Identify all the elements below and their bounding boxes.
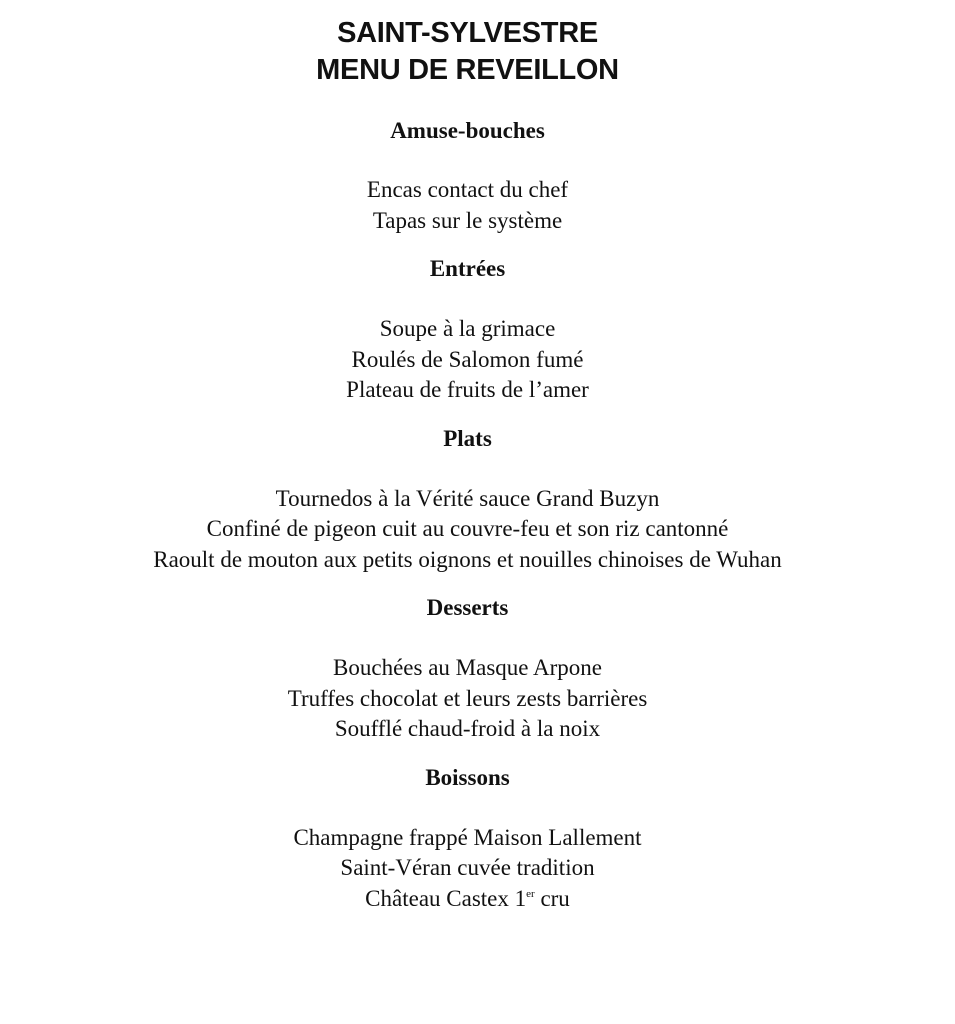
menu-item: Tapas sur le système	[372, 207, 563, 233]
menu-item: Saint-Véran cuvée tradition	[340, 855, 595, 880]
menu-title-line-1: SAINT-SYLVESTRE	[337, 17, 598, 49]
menu-item: Truffes chocolat et leurs zests barrières	[287, 685, 648, 711]
menu-item: Plateau de fruits de l’amer	[346, 377, 589, 402]
ordinal-superscript: er	[526, 887, 535, 900]
menu-item-text: Château Castex 1	[365, 885, 527, 911]
menu-item: Champagne frappé Maison Lallement	[293, 824, 642, 850]
menu-item: Roulés de Salomon fumé	[351, 346, 584, 372]
section-items-amuse-bouches	[0, 175, 935, 236]
section-heading-plats: Plats	[443, 425, 492, 451]
menu-item: Soupe à la grimace	[379, 316, 556, 341]
section-items-plats	[0, 484, 935, 576]
menu-item: Soufflé chaud-froid à la noix	[334, 716, 601, 741]
menu-title-line-2: MENU DE REVEILLON	[316, 54, 619, 86]
menu-item	[0, 884, 935, 915]
section-items-entrees	[0, 314, 935, 406]
menu-item: Raoult de mouton aux petits oignons et nouilles chinoises de Wuhan	[153, 546, 782, 572]
menu-item-text-suffix: cru	[534, 885, 570, 911]
section-heading-boissons: Boissons	[425, 764, 510, 790]
menu-item: Confiné de pigeon cuit au couvre-feu et son riz cantonné	[206, 516, 729, 541]
section-heading-entrees: Entrées	[429, 256, 506, 281]
section-heading-amuse-bouches: Amuse-bouches	[390, 118, 545, 143]
section-items-boissons	[0, 823, 935, 915]
section-items-desserts	[0, 653, 935, 745]
menu-item: Tournedos à la Vérité sauce Grand Buzyn	[275, 485, 660, 511]
menu-title	[0, 0, 935, 89]
menu-item: Bouchées au Masque Arpone	[333, 655, 602, 680]
menu-item: Encas contact du chef	[366, 177, 569, 202]
section-heading-desserts: Desserts	[426, 595, 509, 620]
